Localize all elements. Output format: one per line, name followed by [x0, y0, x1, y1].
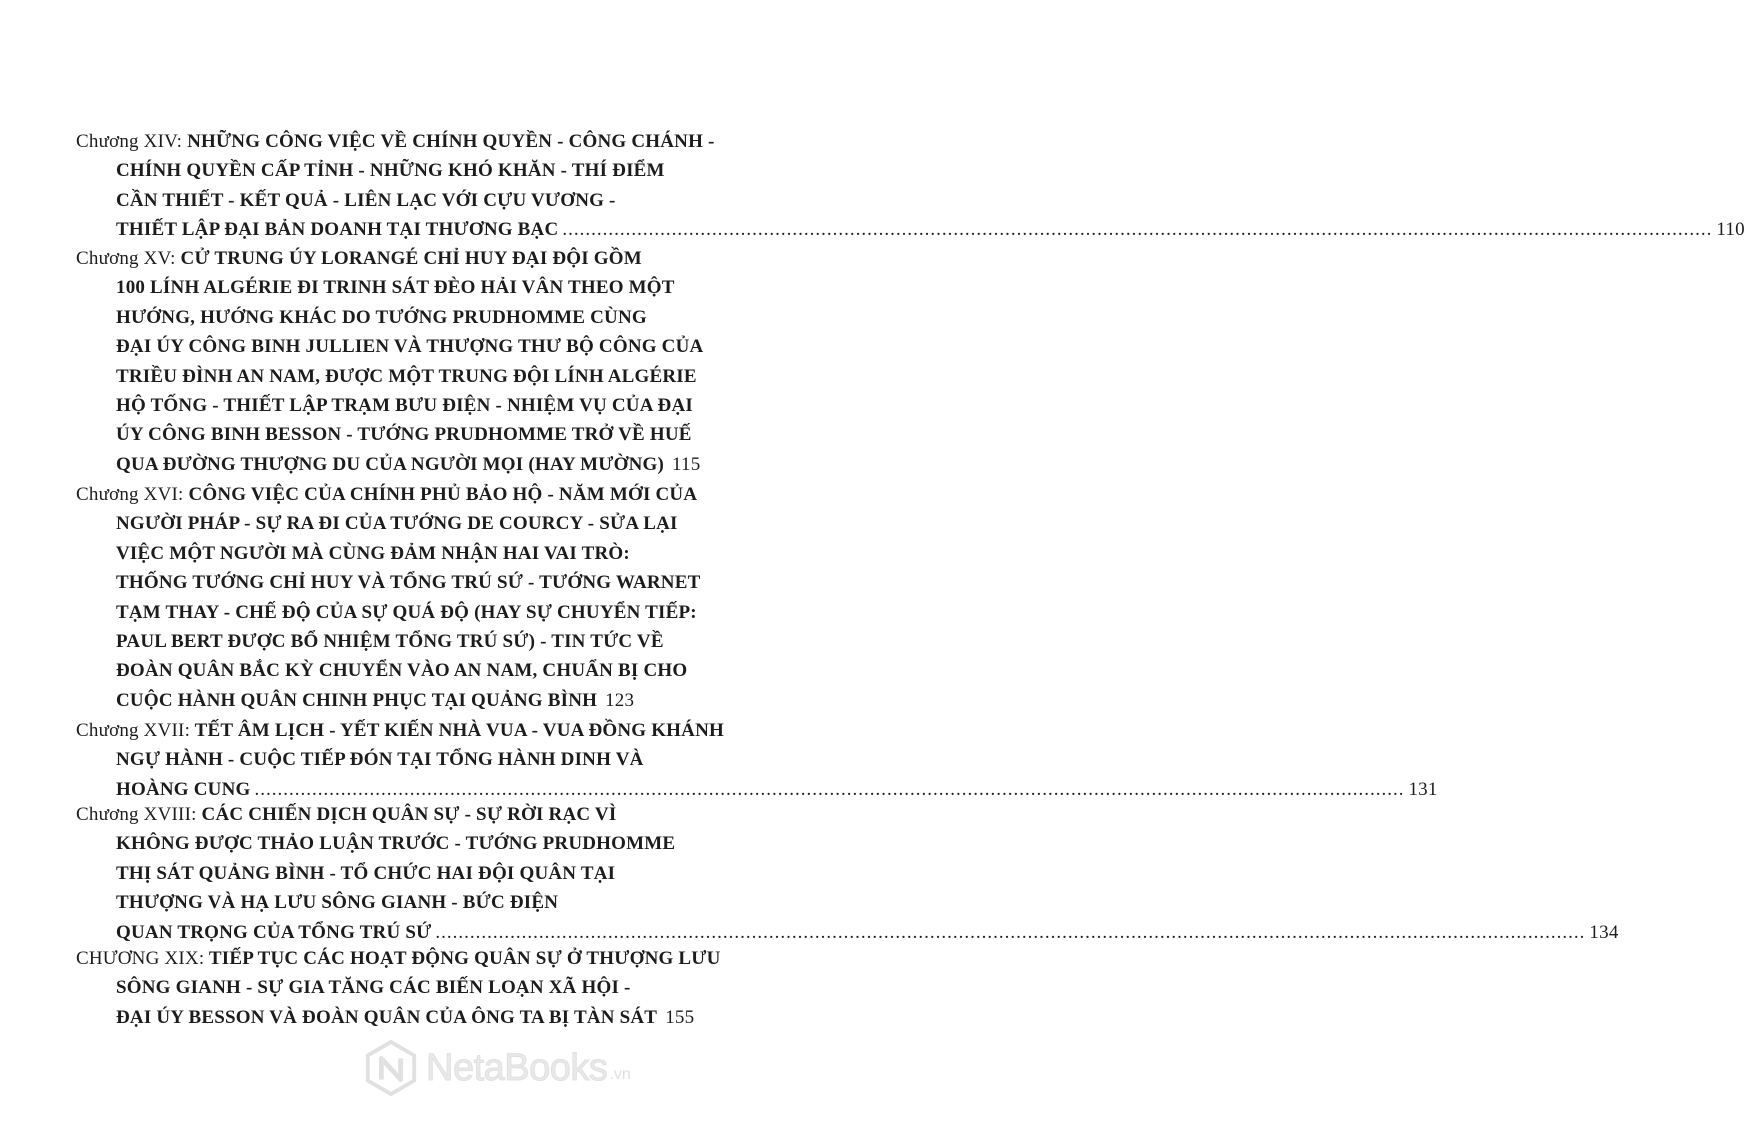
- toc-line-text: CHÍNH QUYỀN CẤP TỈNH - NHỮNG KHÓ KHĂN - THÍ ĐIỂM: [116, 160, 665, 181]
- page-number: 155: [665, 1007, 695, 1028]
- toc-line-text: KHÔNG ĐƯỢC THẢO LUẬN TRƯỚC - TƯỚNG PRUDHOMME: [116, 833, 676, 854]
- toc-line: [116, 977, 631, 999]
- toc-line-text: CÔNG VIỆC CỦA CHÍNH PHỦ BẢO HỘ - NĂM MỚI CỦA: [188, 484, 698, 505]
- toc-line-text: THIẾT LẬP ĐẠI BẢN DOANH TẠI THƯƠNG BẠC: [116, 219, 559, 240]
- chapter-label: Chương XVIII:: [76, 804, 197, 825]
- dot-leader: ........................................................................................................................................................................................................: [254, 779, 1405, 800]
- toc-line-text: HỘ TỐNG - THIẾT LẬP TRẠM BƯU ĐIỆN - NHIỆM VỤ CỦA ĐẠI: [116, 395, 693, 416]
- toc-line-text: CUỘC HÀNH QUÂN CHINH PHỤC TẠI QUẢNG BÌNH: [116, 690, 598, 711]
- watermark-suffix: .vn: [609, 1066, 631, 1083]
- toc-line-text: NGỰ HÀNH - CUỘC TIẾP ĐÓN TẠI TỔNG HÀNH DINH VÀ: [116, 749, 644, 770]
- toc-line-text: HƯỚNG, HƯỚNG KHÁC DO TƯỚNG PRUDHOMME CÙNG: [116, 307, 647, 328]
- toc-line: [116, 219, 1745, 241]
- toc-line: [116, 863, 615, 885]
- toc-line-text: ÚY CÔNG BINH BESSON - TƯỚNG PRUDHOMME TRỞ VỀ HUẾ: [116, 424, 692, 445]
- page-number: 123: [605, 690, 635, 711]
- toc-line-text: SÔNG GIANH - SỰ GIA TĂNG CÁC BIẾN LOẠN XÃ HỘI -: [116, 977, 631, 998]
- page-number: 110: [1716, 219, 1745, 240]
- toc-line: [116, 366, 697, 388]
- toc-line-text: THƯỢNG VÀ HẠ LƯU SÔNG GIANH - BỨC ĐIỆN: [116, 892, 559, 913]
- toc-line-text: ĐẠI ÚY BESSON VÀ ĐOÀN QUÂN CỦA ÔNG TA BỊ TÀN SÁT: [116, 1007, 658, 1028]
- toc-line: [76, 948, 721, 970]
- toc-line-text: NGƯỜI PHÁP - SỰ RA ĐI CỦA TƯỚNG DE COURCY - SỬA LẠI: [116, 513, 678, 534]
- toc-line-text: QUAN TRỌNG CỦA TỔNG TRÚ SỨ: [116, 922, 432, 943]
- toc-line: [116, 543, 630, 565]
- toc-line-text: NHỮNG CÔNG VIỆC VỀ CHÍNH QUYỀN - CÔNG CHÁNH -: [187, 131, 715, 152]
- toc-line: [116, 307, 647, 329]
- chapter-label: Chương XIV:: [76, 131, 183, 152]
- toc-line-text: PAUL BERT ĐƯỢC BỔ NHIỆM TỔNG TRÚ SỨ) - TIN TỨC VỀ: [116, 631, 664, 652]
- toc-line: [76, 248, 642, 270]
- toc-line-text: TIẾP TỤC CÁC HOẠT ĐỘNG QUÂN SỰ Ở THƯỢNG LƯU: [208, 948, 721, 969]
- toc-line-text: THỊ SÁT QUẢNG BÌNH - TỔ CHỨC HAI ĐỘI QUÂN TẠI: [116, 863, 616, 884]
- toc-line-text: HOÀNG CUNG: [116, 779, 251, 800]
- toc-line: [116, 892, 558, 914]
- toc-line: [116, 424, 692, 446]
- toc-line-text: ĐOÀN QUÂN BẮC KỲ CHUYỂN VÀO AN NAM, CHUẨN BỊ CHO: [116, 660, 688, 681]
- toc-line: [116, 513, 678, 535]
- toc-line-text: TRIỀU ĐÌNH AN NAM, ĐƯỢC MỘT TRUNG ĐỘI LÍNH ALGÉRIE: [116, 366, 697, 387]
- toc-line: [116, 190, 616, 212]
- toc-line-text: ĐẠI ÚY CÔNG BINH JULLIEN VÀ THƯỢNG THƯ BỘ CÔNG CỦA: [116, 336, 704, 357]
- toc-line-text: VIỆC MỘT NGƯỜI MÀ CÙNG ĐẢM NHẬN HAI VAI TRÒ:: [116, 543, 630, 564]
- toc-line: [116, 631, 664, 653]
- toc-line: [116, 749, 644, 771]
- toc-line: [116, 779, 1438, 801]
- chapter-label: Chương XVII:: [76, 720, 191, 741]
- toc-line: [116, 602, 697, 624]
- page-number: 134: [1589, 922, 1619, 943]
- dot-leader: ........................................................................................................................................................................................................: [562, 219, 1713, 240]
- toc-line: [116, 454, 701, 476]
- toc-line: [116, 160, 665, 182]
- toc-line: [116, 660, 687, 682]
- toc-line: [116, 690, 635, 712]
- page-number: 115: [672, 454, 701, 475]
- toc-line-text: 100 LÍNH ALGÉRIE ĐI TRINH SÁT ĐÈO HẢI VÂN THEO MỘT: [116, 277, 675, 298]
- toc-line-text: TẠM THAY - CHẾ ĐỘ CỦA SỰ QUÁ ĐỘ (HAY SỰ CHUYỂN TIẾP:: [116, 602, 697, 623]
- netabooks-watermark: [362, 1038, 692, 1098]
- dot-leader: ........................................................................................................................................................................................................: [435, 922, 1586, 943]
- toc-line: [116, 277, 675, 299]
- toc-line: [116, 833, 675, 855]
- chapter-label: Chương XVI:: [76, 484, 184, 505]
- watermark-brand: NetaBooks: [426, 1046, 608, 1089]
- toc-line-text: CẦN THIẾT - KẾT QUẢ - LIÊN LẠC VỚI CỰU VƯƠNG -: [116, 190, 616, 211]
- toc-line-text: CÁC CHIẾN DỊCH QUÂN SỰ - SỰ RỜI RẠC VÌ: [201, 804, 617, 825]
- toc-line: [116, 922, 1619, 944]
- toc-line: [116, 572, 700, 594]
- toc-line: [76, 804, 616, 826]
- chapter-label: CHƯƠNG XIX:: [76, 948, 205, 969]
- toc-line: [76, 131, 715, 153]
- toc-line: [116, 336, 703, 358]
- page-number: 131: [1408, 779, 1438, 800]
- toc-line: [76, 720, 724, 742]
- netabooks-logo-icon: [362, 1039, 420, 1097]
- toc-line: [116, 395, 693, 417]
- toc-line-text: TẾT ÂM LỊCH - YẾT KIẾN NHÀ VUA - VUA ĐỒNG KHÁNH: [194, 720, 724, 741]
- chapter-label: Chương XV:: [76, 248, 176, 269]
- toc-line-text: QUA ĐƯỜNG THƯỢNG DU CỦA NGƯỜI MỌI (HAY MƯỜNG): [116, 454, 665, 475]
- toc-line: [116, 1007, 695, 1029]
- toc-line-text: CỬ TRUNG ÚY LORANGÉ CHỈ HUY ĐẠI ĐỘI GỒM: [180, 248, 642, 269]
- toc-line-text: THỐNG TƯỚNG CHỈ HUY VÀ TỔNG TRÚ SỨ - TƯỚNG WARNET: [116, 572, 701, 593]
- toc-line: [76, 484, 697, 506]
